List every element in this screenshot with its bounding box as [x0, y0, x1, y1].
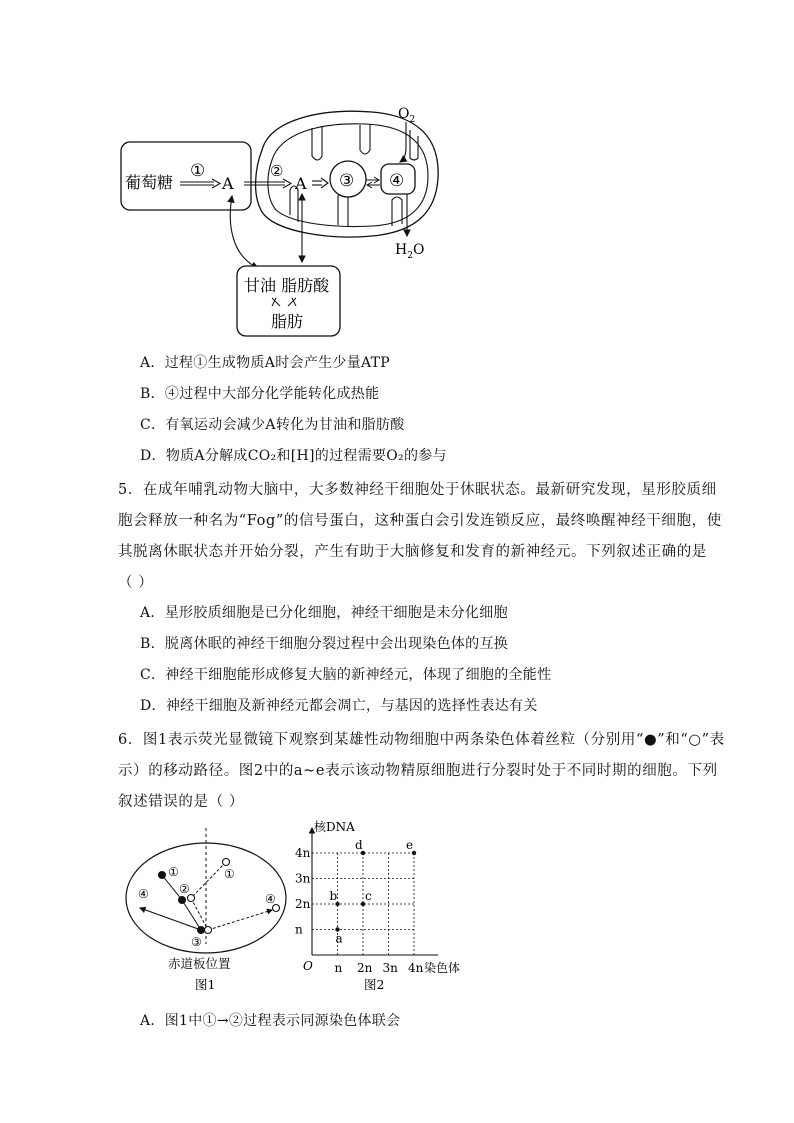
- y-tick-label: 4n: [295, 846, 311, 860]
- q4-option-c: C．有氧运动会减少A转化为甘油和脂肪酸: [140, 417, 405, 433]
- x-tick-label: 3n: [382, 961, 398, 975]
- q5-stem-line1: 5．在成年哺乳动物大脑中，大多数神经干细胞处于休眠状态。最新研究发现，星形胶质细: [118, 482, 717, 498]
- q4-option-d: D．物质A分解成CO₂和[H]的过程需要O₂的参与: [140, 448, 447, 464]
- svg-text:④: ④: [138, 887, 149, 901]
- q5-stem-line2: 胞会释放一种名为“Fog”的信号蛋白，这种蛋白会引发连锁反应，最终唤醒神经干细胞，使: [118, 513, 722, 529]
- hollow-centromere-3: [205, 927, 212, 934]
- hollow-centromere-1: [223, 859, 230, 866]
- x-tick-label: 2n: [357, 961, 373, 975]
- figure2-chart: [296, 812, 476, 996]
- glycerol-fatty-acid-label: 甘油 脂肪酸: [244, 276, 330, 295]
- q5-option-d: D．神经干细胞及新神经元都会凋亡，与基因的选择性表达有关: [140, 698, 538, 714]
- q4-option-a: A．过程①生成物质A时会产生少量ATP: [140, 355, 391, 371]
- x-axis-label: 染色体: [424, 961, 461, 975]
- point-label-b: b: [329, 889, 338, 903]
- filled-centromere-3: [197, 926, 205, 934]
- q6-stem-line3: 叙述错误的是（ ）: [118, 794, 245, 810]
- q5-stem-line3: 其脱离休眠状态并开始分裂，产生有助于大脑修复和发育的新神经元。下列叙述正确的是: [118, 544, 707, 560]
- fat-label: 脂肪: [271, 312, 304, 331]
- step1-label: ①: [190, 161, 206, 181]
- origin-label: O: [303, 959, 313, 973]
- svg-text:①: ①: [168, 865, 179, 879]
- y-tick-label: 2n: [295, 897, 311, 911]
- filled-centromere-2: [178, 896, 186, 904]
- figure2-caption: 图2: [364, 977, 385, 992]
- q5-option-b: B．脱离休眠的神经干细胞分裂过程中会出现染色体的互换: [140, 636, 509, 652]
- o2-label: $O_2$: [398, 106, 416, 125]
- q6-option-a: A．图1中①→②过程表示同源染色体联会: [140, 1013, 401, 1029]
- y-tick-label: 3n: [295, 871, 311, 886]
- point-label-c: c: [365, 889, 372, 903]
- q5-answer-blank: （ ）: [118, 575, 154, 591]
- glucose-label: 葡萄糖: [125, 173, 174, 192]
- y-tick-label: n: [295, 922, 303, 937]
- q5-option-a: A．星形胶质细胞是已分化细胞，神经干细胞是未分化细胞: [140, 605, 508, 621]
- equatorial-plate-label: 赤道板位置: [168, 956, 231, 971]
- q6-stem-line2: 示）的移动路径。图2中的a~e表示该动物精原细胞进行分裂时处于不同时期的细胞。下列: [118, 763, 718, 779]
- x-tick-label: 4n: [408, 961, 424, 975]
- svg-text:②: ②: [179, 882, 190, 896]
- point-label-e: e: [406, 838, 414, 852]
- y-axis-label: 核DNA: [314, 820, 355, 834]
- filled-centromere-1: [158, 871, 166, 879]
- q4-option-b: B．④过程中大部分化学能转化成热能: [140, 386, 380, 402]
- figure1-caption: 图1: [195, 977, 216, 992]
- step3-label: ③: [339, 171, 355, 191]
- step2-label: ②: [270, 162, 284, 180]
- A-cytoplasm-label: A: [222, 174, 234, 193]
- x-tick-label: n: [334, 961, 343, 975]
- q5-option-c: C．神经干细胞能形成修复大脑的新神经元，体现了细胞的全能性: [140, 667, 552, 683]
- metabolism-diagram: [110, 98, 450, 340]
- A-mito-label: A: [295, 174, 307, 193]
- svg-text:④: ④: [265, 892, 276, 906]
- q6-stem-line1: 6．图1表示荧光显微镜下观察到某雄性动物细胞中两条染色体着丝粒（分别用“●”和“○”表: [118, 732, 725, 748]
- svg-text:①: ①: [224, 867, 235, 881]
- step4-label: ④: [389, 171, 405, 191]
- svg-text:③: ③: [191, 935, 202, 949]
- h2o-label: $H_2O$: [395, 242, 425, 261]
- point-label-a: a: [335, 931, 343, 946]
- point-label-d: d: [355, 838, 363, 852]
- figure1-chromosome-path: [118, 825, 298, 995]
